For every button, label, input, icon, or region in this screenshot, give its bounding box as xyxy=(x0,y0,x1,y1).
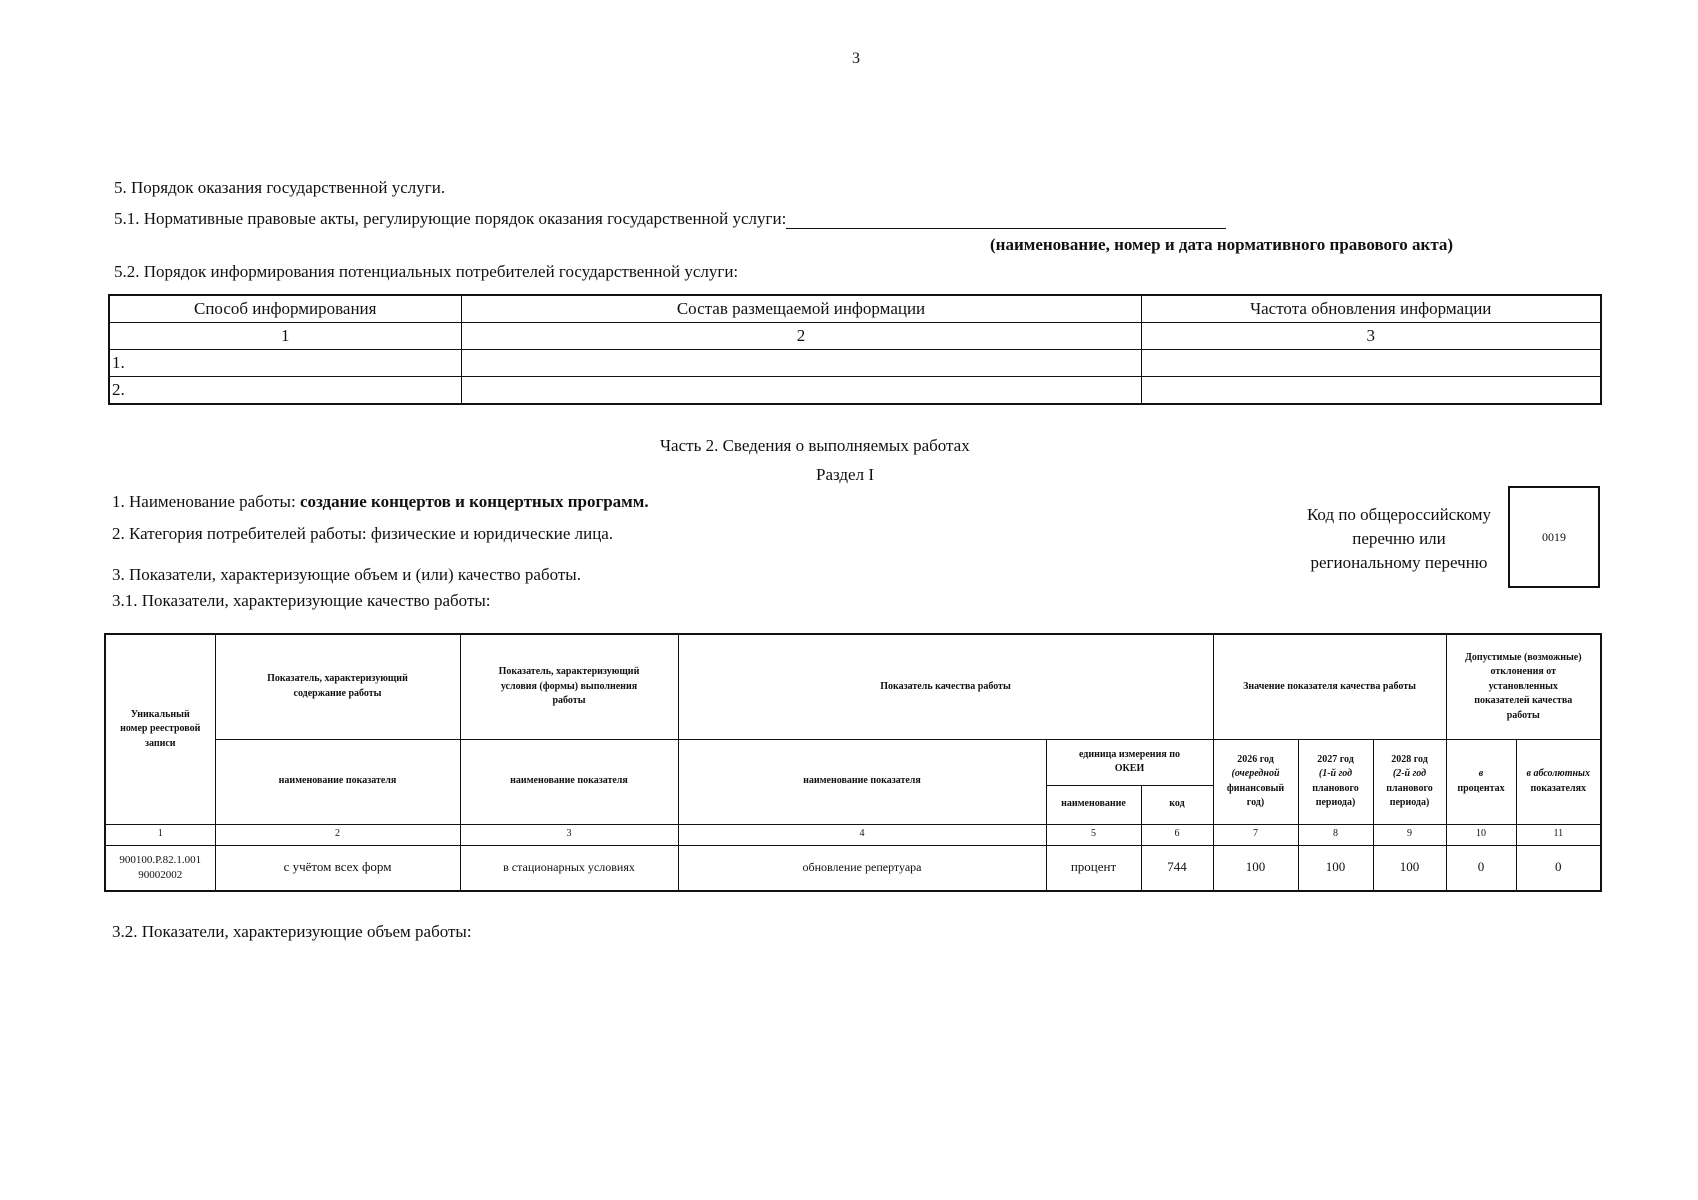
code-value: 0019 xyxy=(1542,529,1566,544)
header-line: год) xyxy=(1246,797,1265,808)
registry-number-line: 900100.Р.82.1.001 xyxy=(119,854,202,867)
header-unit-code: код xyxy=(1141,785,1213,824)
quality-table xyxy=(104,633,1602,892)
header-name-content: наименование показателя xyxy=(215,739,460,824)
header-line: планового xyxy=(1312,782,1359,794)
header-percent xyxy=(1446,739,1516,824)
indicators-heading: 3. Показатели, характеризующие объем и (или) качество работы. xyxy=(112,565,581,584)
value-2027: 100 xyxy=(1298,845,1373,891)
table-row xyxy=(109,377,1601,405)
header-line: (1-й год xyxy=(1318,768,1353,779)
col-number: 11 xyxy=(1516,824,1601,845)
header-line: 2026 год xyxy=(1237,753,1274,765)
page-number: 3 xyxy=(852,50,860,67)
row-label: 2. xyxy=(109,377,461,405)
header-line: установленных xyxy=(1488,680,1558,692)
col-number: 1 xyxy=(105,824,215,845)
header-quality-value: Значение показателя качества работы xyxy=(1213,634,1446,739)
section5-1-text: 5.1. Нормативные правовые акты, регулирующие порядок оказания государственной услуги: xyxy=(114,209,787,228)
header-method: Способ информирования xyxy=(109,295,461,323)
code-label-line: региональному перечню xyxy=(1310,553,1488,572)
header-content-indicator xyxy=(215,634,460,739)
header-line: записи xyxy=(144,737,176,749)
header-line: (очередной xyxy=(1231,768,1280,779)
content-value: с учётом всех форм xyxy=(215,845,460,891)
deviation-percent: 0 xyxy=(1446,845,1516,891)
header-line: в абсолютных xyxy=(1526,768,1590,779)
part2-title: Часть 2. Сведения о выполняемых работах xyxy=(660,436,970,455)
work-name-label: 1. Наименование работы: xyxy=(112,492,300,511)
code-label-line: перечню или xyxy=(1352,529,1446,548)
table-cell xyxy=(1141,350,1601,377)
header-line: Показатель, характеризующий xyxy=(498,666,640,677)
col-number: 5 xyxy=(1046,824,1141,845)
table-cell xyxy=(1141,377,1601,405)
code-label-line: Код по общероссийскому xyxy=(1306,505,1492,524)
section5-1 xyxy=(114,209,1226,229)
header-line: содержание работы xyxy=(293,687,382,699)
volume-heading: 3.2. Показатели, характеризующие объем работы: xyxy=(112,922,472,941)
header-absolute xyxy=(1516,739,1601,824)
col-number: 3 xyxy=(460,824,678,845)
header-line: показателях xyxy=(1530,782,1587,794)
consumer-category: 2. Категория потребителей работы: физические и юридические лица. xyxy=(112,524,614,543)
header-line: работы xyxy=(552,695,586,706)
col-number: 7 xyxy=(1213,824,1298,845)
table-row xyxy=(109,350,1601,377)
col-number: 6 xyxy=(1141,824,1213,845)
header-name-conditions: наименование показателя xyxy=(460,739,678,824)
header-unit xyxy=(1046,739,1213,785)
deviation-absolute: 0 xyxy=(1516,845,1601,891)
header-line: Показатель, характеризующий xyxy=(267,673,408,685)
col-number: 2 xyxy=(215,824,460,845)
section5-1-caption: (наименование, номер и дата нормативного правового акта) xyxy=(990,235,1454,254)
header-line: процентах xyxy=(1457,782,1505,794)
work-name xyxy=(112,492,649,512)
col-number: 2 xyxy=(461,323,1141,350)
header-line: единица измерения по xyxy=(1079,748,1180,760)
col-number: 9 xyxy=(1373,824,1446,845)
col-number: 10 xyxy=(1446,824,1516,845)
header-line: периода) xyxy=(1389,797,1430,808)
header-deviation xyxy=(1446,634,1601,739)
table-cell xyxy=(461,377,1141,405)
header-line: работы xyxy=(1506,709,1540,721)
header-line: условия (формы) выполнения xyxy=(500,680,638,692)
header-line: в xyxy=(1478,768,1484,779)
header-line: финансовый xyxy=(1226,782,1285,794)
header-line: ОКЕИ xyxy=(1114,763,1145,774)
section5-title: 5. Порядок оказания государственной услуги. xyxy=(114,178,446,197)
header-line: Уникальный xyxy=(130,708,190,720)
header-year-2028 xyxy=(1373,739,1446,824)
header-line: планового xyxy=(1386,782,1433,794)
col-number: 3 xyxy=(1141,323,1601,350)
work-name-value: создание концертов и концертных программ. xyxy=(299,492,649,511)
unit-code-value: 744 xyxy=(1141,845,1213,891)
header-conditions-indicator xyxy=(460,634,678,739)
header-name-quality: наименование показателя xyxy=(678,739,1046,824)
value-2026: 100 xyxy=(1213,845,1298,891)
col-number: 1 xyxy=(109,323,461,350)
section-title: Раздел I xyxy=(816,465,874,484)
header-unique-number xyxy=(105,634,215,824)
code-box xyxy=(1508,486,1600,588)
header-year-2026 xyxy=(1213,739,1298,824)
conditions-value: в стационарных условиях xyxy=(460,845,678,891)
header-unit-name: наименование xyxy=(1046,785,1141,824)
header-line: (2-й год xyxy=(1392,768,1427,779)
header-line: номер реестровой xyxy=(120,723,201,734)
registry-number-line: 90002002 xyxy=(138,868,183,881)
section5-2: 5.2. Порядок информирования потенциальных потребителей государственной услуги: xyxy=(114,262,739,281)
table-row xyxy=(105,845,1601,891)
informing-table xyxy=(108,294,1602,405)
registry-number xyxy=(105,845,215,891)
header-line: периода) xyxy=(1315,797,1356,808)
col-number: 4 xyxy=(678,824,1046,845)
blank-line xyxy=(786,210,1226,229)
header-line: 2028 год xyxy=(1391,753,1428,765)
header-year-2027 xyxy=(1298,739,1373,824)
unit-name-value: процент xyxy=(1046,845,1141,891)
table-cell xyxy=(461,350,1141,377)
value-2028: 100 xyxy=(1373,845,1446,891)
header-frequency: Частота обновления информации xyxy=(1141,295,1601,323)
header-line: показателей качества xyxy=(1474,695,1573,706)
indicator-value: обновление репертуара xyxy=(678,845,1046,891)
header-quality-indicator: Показатель качества работы xyxy=(678,634,1213,739)
col-number: 8 xyxy=(1298,824,1373,845)
header-line: Допустимые (возможные) xyxy=(1464,651,1582,663)
quality-heading: 3.1. Показатели, характеризующие качество работы: xyxy=(112,591,491,610)
code-label xyxy=(1290,503,1508,575)
header-content: Состав размещаемой информации xyxy=(461,295,1141,323)
header-line: 2027 год xyxy=(1317,753,1354,765)
header-line: отклонения от xyxy=(1490,666,1557,677)
row-label: 1. xyxy=(109,350,461,377)
